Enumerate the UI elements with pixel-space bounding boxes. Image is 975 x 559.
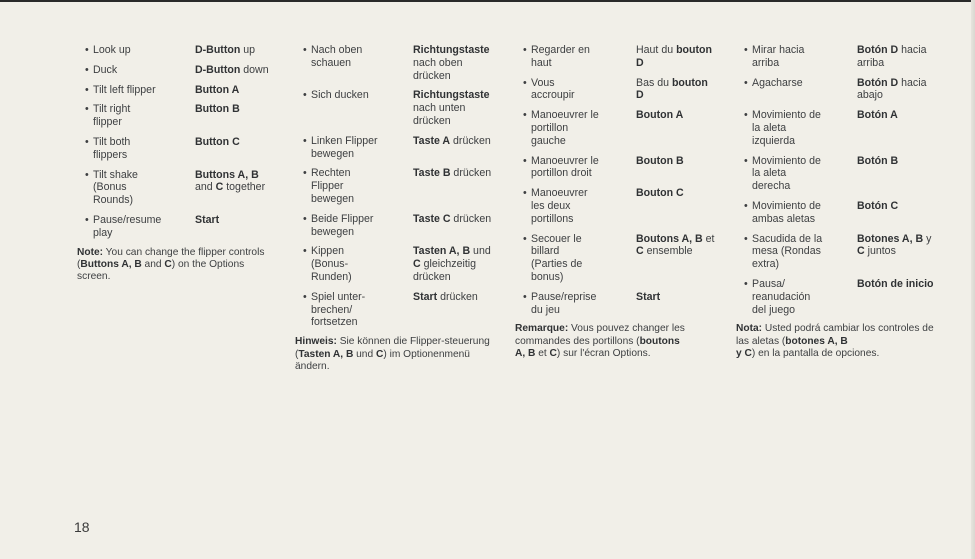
control-label: • Look up	[85, 44, 195, 57]
action-label	[857, 77, 926, 103]
control-row	[744, 233, 944, 271]
text-segment: ensemble	[643, 245, 693, 258]
control-label: • Duck	[85, 64, 195, 77]
text-segment: y	[923, 232, 932, 245]
bold-segment: Remarque:	[515, 323, 569, 335]
bold-segment: Note:	[77, 246, 104, 258]
page-number: 18	[74, 519, 90, 535]
control-label: • Agacharse	[744, 77, 857, 103]
control-row	[85, 214, 275, 240]
control-label: • Pause/reprise du jeu	[523, 291, 636, 317]
bold-segment: Bouton B	[636, 154, 684, 167]
text-segment: hacia arriba	[857, 44, 927, 69]
bold-segment: Taste C	[413, 212, 451, 225]
bold-segment: Richtungstaste	[413, 89, 490, 102]
control-label: • Nach oben schauen	[303, 44, 413, 82]
control-row	[85, 169, 275, 207]
control-label: • Movimiento de ambas aletas	[744, 200, 857, 226]
control-label: • Regarder en haut	[523, 44, 636, 70]
text-segment: Usted podrá cambiar los controles de las aletas (	[736, 323, 934, 347]
control-row	[523, 291, 723, 317]
bold-segment: Botón B	[857, 154, 899, 167]
text-segment: hacia abajo	[857, 76, 927, 102]
control-label: • Manoeuvrer le portillon gauche	[523, 109, 636, 147]
control-label: • Pause/resume play	[85, 214, 195, 240]
action-label	[636, 44, 712, 70]
control-row	[303, 89, 498, 127]
control-label: • Tilt right flipper	[85, 103, 195, 129]
action-label	[195, 169, 265, 207]
control-label: • Movimiento de la aleta izquierda	[744, 109, 857, 147]
bold-segment: Taste A	[413, 134, 451, 147]
note-paragraph	[295, 336, 498, 373]
control-label: • Vous accroupir	[523, 77, 636, 103]
action-label	[636, 109, 683, 147]
text-segment: Vous pouvez changer les commandes des portillons (	[515, 323, 685, 347]
bold-segment: Button C	[195, 135, 240, 148]
control-label: • Sacudida de la mesa (Rondas extra)	[744, 233, 857, 271]
column-english	[77, 44, 275, 284]
control-label: • Sich ducken	[303, 89, 413, 127]
action-label	[857, 44, 926, 70]
action-label	[413, 291, 478, 329]
action-label	[413, 135, 491, 161]
text-segment: ) sur l'écran Options.	[556, 348, 651, 360]
column-german	[295, 44, 498, 373]
control-row	[744, 44, 944, 70]
page-edge	[971, 0, 975, 559]
text-segment: ) on the Options screen.	[77, 258, 245, 283]
bold-segment: bouton D	[636, 76, 708, 102]
control-row	[744, 200, 944, 226]
text-segment: et	[535, 348, 550, 360]
control-row	[85, 64, 275, 77]
control-row	[85, 136, 275, 162]
text-segment: and	[141, 258, 165, 270]
control-row	[303, 44, 498, 82]
action-label	[413, 245, 491, 283]
bold-segment: boutons A, B	[515, 335, 680, 360]
control-row	[303, 167, 498, 205]
control-row	[744, 278, 944, 316]
bold-segment: Richtungstaste	[413, 44, 490, 56]
text-segment: drücken	[437, 290, 478, 303]
text-segment: up	[240, 44, 256, 56]
control-label: • Spiel unter- brechen/ fortsetzen	[303, 291, 413, 329]
control-row	[523, 109, 723, 147]
top-edge	[0, 0, 975, 2]
action-label	[636, 187, 684, 225]
note-paragraph	[736, 323, 944, 360]
control-row	[523, 44, 723, 70]
bold-segment: Button B	[195, 103, 240, 116]
control-label: • Pausa/ reanudación del juego	[744, 278, 857, 316]
bold-segment: Botón D	[857, 76, 899, 89]
control-label: • Beide Flipper bewegen	[303, 213, 413, 239]
action-label	[413, 89, 490, 127]
control-label: • Manoeuvrer les deux portillons	[523, 187, 636, 225]
text-segment: drücken	[450, 212, 492, 225]
text-segment: nach oben drücken	[413, 56, 463, 82]
action-label	[413, 167, 491, 205]
bold-segment: botones A, B y C	[736, 335, 848, 360]
control-label: • Mirar hacia arriba	[744, 44, 857, 70]
text-segment: et	[702, 232, 715, 245]
action-label	[195, 136, 240, 162]
control-row	[85, 103, 275, 129]
action-label	[413, 44, 490, 82]
bold-segment: Buttons A, B	[195, 168, 259, 181]
bold-segment: Botón de inicio	[857, 277, 934, 290]
text-segment: drücken	[450, 134, 491, 147]
bold-segment: C	[215, 181, 224, 194]
control-row	[523, 77, 723, 103]
action-label	[195, 64, 269, 77]
control-row	[523, 155, 723, 181]
note-paragraph	[515, 323, 723, 360]
text-segment: together	[223, 181, 266, 194]
text-segment: ) en la pantalla de opciones.	[751, 348, 880, 360]
control-row	[303, 213, 498, 239]
text-segment: gleichzeitig drücken	[413, 258, 477, 283]
bold-segment: Botón A	[857, 109, 898, 122]
action-label	[195, 84, 239, 97]
bold-segment: C	[857, 245, 865, 258]
bold-segment: Boutons A, B	[636, 232, 703, 245]
action-label	[195, 214, 219, 240]
bold-segment: Botón D	[857, 44, 899, 56]
bold-segment: Start	[636, 290, 661, 303]
bold-segment: Taste B	[413, 167, 451, 180]
control-row	[85, 44, 275, 57]
text-segment: ) im Optionenmenü ändern.	[295, 348, 470, 372]
bold-segment: C	[549, 348, 557, 360]
bold-segment: Nota:	[736, 323, 763, 335]
action-label	[857, 278, 934, 316]
control-label: • Linken Flipper bewegen	[303, 135, 413, 161]
bold-segment: Hinweis:	[295, 336, 337, 348]
text-segment: und	[470, 245, 491, 258]
bold-segment: Tasten A, B	[298, 348, 354, 360]
action-label	[195, 44, 255, 57]
control-label: • Tilt both flippers	[85, 136, 195, 162]
bold-segment: Bouton C	[636, 187, 684, 200]
text-segment: and	[195, 181, 216, 194]
bold-segment: Start	[413, 290, 438, 303]
bold-segment: D-Button	[195, 63, 241, 76]
column-spanish	[736, 44, 944, 361]
bold-segment: C	[164, 258, 172, 270]
bold-segment: C	[413, 258, 421, 271]
action-label	[636, 233, 714, 284]
control-row	[744, 109, 944, 147]
text-segment: Bas du	[636, 76, 672, 89]
action-label	[857, 200, 898, 226]
note-paragraph	[77, 247, 275, 284]
bold-segment: C	[375, 348, 384, 360]
text-segment: drücken	[450, 167, 492, 180]
bold-segment: C	[636, 245, 644, 258]
control-row	[85, 84, 275, 97]
action-label	[857, 233, 931, 271]
control-row	[744, 155, 944, 193]
bold-segment: D-Button	[195, 44, 241, 56]
column-french	[515, 44, 723, 361]
control-label: • Tilt shake (Bonus Rounds)	[85, 169, 195, 207]
control-row	[303, 291, 498, 329]
text-segment: juntos	[864, 245, 896, 258]
text-segment: down	[240, 63, 269, 76]
action-label	[636, 155, 684, 181]
control-label: • Kippen (Bonus- Runden)	[303, 245, 413, 283]
text-segment: und	[353, 348, 376, 360]
control-label: • Manoeuvrer le portillon droit	[523, 155, 636, 181]
control-label: • Rechten Flipper bewegen	[303, 167, 413, 205]
bold-segment: bouton D	[636, 44, 712, 69]
action-label	[636, 291, 660, 317]
action-label	[857, 109, 898, 147]
text-segment: nach unten drücken	[413, 102, 466, 127]
text-segment: Sie können die Flipper-steuerung (	[295, 336, 490, 360]
action-label	[636, 77, 708, 103]
control-row	[523, 233, 723, 284]
control-row	[744, 77, 944, 103]
bold-segment: Botones A, B	[857, 232, 924, 245]
action-label	[857, 155, 898, 193]
control-row	[523, 187, 723, 225]
action-label	[413, 213, 491, 239]
text-segment: Haut du	[636, 44, 677, 56]
control-label: • Movimiento de la aleta derecha	[744, 155, 857, 193]
bold-segment: Start	[195, 213, 220, 226]
text-segment: You can change the flipper controls (	[77, 246, 265, 270]
action-label	[195, 103, 240, 129]
control-label: • Secouer le billard (Parties de bonus)	[523, 233, 636, 284]
bold-segment: Tasten A, B	[413, 245, 471, 258]
control-row	[303, 245, 498, 283]
bold-segment: Botón C	[857, 199, 899, 212]
control-label: • Tilt left flipper	[85, 84, 195, 97]
bold-segment: Button A	[195, 83, 240, 96]
control-row	[303, 135, 498, 161]
bold-segment: Bouton A	[636, 109, 684, 122]
bold-segment: Buttons A, B	[80, 258, 142, 270]
